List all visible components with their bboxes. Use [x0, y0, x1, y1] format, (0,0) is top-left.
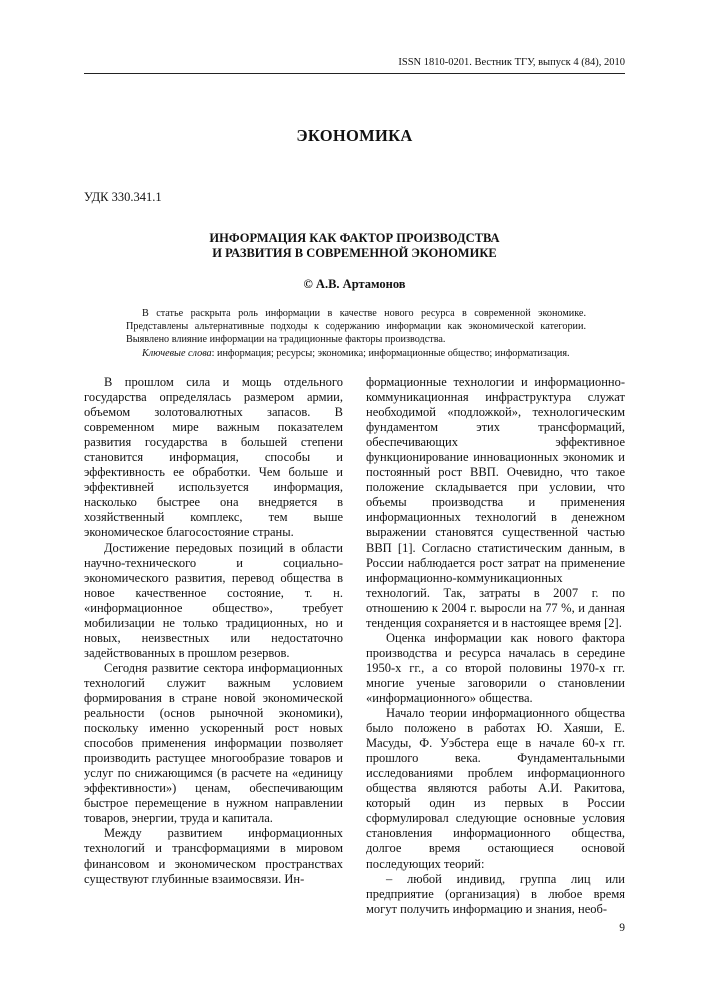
section-title: ЭКОНОМИКА — [296, 126, 413, 145]
paragraph: Достижение передовых позиций в области научно-технического и социально-экономического развития, перевод общества в новое качественное состояние, т. н. «информационное общество», требует мобилизации не только традиционных, но и новых, неизвестных или недостаточно задействованных в прошлом резервов. — [84, 540, 343, 660]
abstract — [126, 307, 586, 360]
keywords — [126, 347, 586, 360]
left-column — [84, 375, 343, 887]
keywords-label: Ключевые слова — [142, 347, 212, 359]
paragraph: В прошлом сила и мощь отдельного государства определялась размером армии, объемом золотовалютных запасов. В современном мире важным показателем развития государства в большей степени становится информация, способы и эффективность ее обработки. Чем больше и эффективней используется информация, насколько быстрее она внедряется в хозяйственный комплекс, тем выше экономическое благосостояние страны. — [84, 375, 343, 540]
paragraph: Между развитием информационных технологий и трансформациями в мировом финансовом и экономическом пространствах существуют глубинные взаимосвязи. Ин- — [84, 826, 343, 886]
paragraph: – любой индивид, группа лиц или предприятие (организация) в любое время могут получить информацию и знания, необ- — [366, 871, 625, 916]
udk-code: УДК 330.341.1 — [84, 190, 162, 204]
paragraph: Оценка информации как нового фактора производства и ресурса началась в середине 1950-х гг., а со второй половины 1970-х гг. многие ученые заговорили о становлении «информационного» общества. — [366, 630, 625, 705]
article-title-line-2: И РАЗВИТИЯ В СОВРЕМЕННОЙ ЭКОНОМИКЕ — [212, 246, 497, 260]
article-title-line-1: ИНФОРМАЦИЯ КАК ФАКТОР ПРОИЗВОДСТВА — [209, 231, 500, 245]
abstract-text: В статье раскрыта роль информации в качестве нового ресурса в современной экономике. Представлены альтернативные подходы к содержанию информации как экономической категории. Выявлено влияние информации на традиционные факторы производства. — [126, 308, 586, 346]
keywords-text: : информация; ресурсы; экономика; информационные общество; информатизация. — [211, 347, 570, 359]
journal-header: ISSN 1810-0201. Вестник ТГУ, выпуск 4 (84), 2010 — [398, 57, 625, 68]
paragraph-continuation: формационные технологии и информационно-коммуникационная инфраструктура служат необходимой «подложкой», технологическим фундаментом этих трансформаций, обеспечивающих эффективное функционирование инновационных экономик и постоянный рост ВВП. Очевидно, что такое положение складывается при условии, что объемы производства и применения информационных технологий в денежном выражении становятся существенной частью ВВП [1]. Согласно статистическим данным, в России наблюдается рост затрат на применение информационно-коммуникационных технологий. Так, затраты в 2007 г. по отношению к 2004 г. выросли на 77 %, и данная тенденция сохраняется и в настоящее время [2]. — [366, 375, 625, 630]
paragraph: Начало теории информационного общества было положено в работах Ю. Хаяши, Е. Масуды, Ф. Уэбстера еще в начале 60-х гг. прошлого века. Фундаментальными исследованиями проблем информационного общества являются работы А.И. Ракитова, который один из первых в России сформулировал следующие основные условия становления информационного общества, долгое время остающиеся основой последующих теорий: — [366, 706, 625, 871]
paragraph: Сегодня развитие сектора информационных технологий служит важным условием формирования в стране новой экономической реальности (основ рыночной экономики), поскольку именно ускоренный рост новых способов применения информации позволяет производить растущее многообразие товаров и услуг по снижающимся (в расчете на «единицу эффективности») ценам, обеспечивающим быстрое перемещение в нужном направлении товаров, энергии, труда и капитала. — [84, 660, 343, 826]
page-number: 9 — [619, 922, 625, 934]
author: © А.В. Артамонов — [303, 277, 406, 291]
header-divider — [84, 73, 625, 74]
right-column — [366, 375, 625, 917]
article-title — [84, 231, 625, 261]
